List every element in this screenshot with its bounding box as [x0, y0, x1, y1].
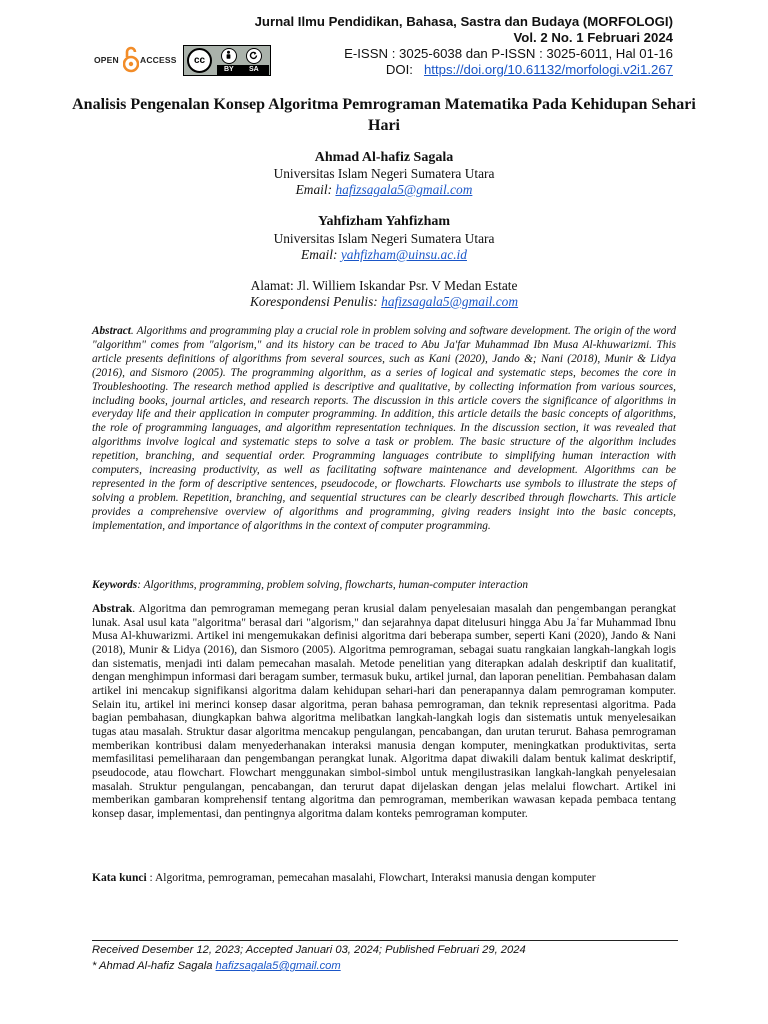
cc-by-sa-license-badge[interactable]	[183, 45, 271, 76]
doi-link[interactable]: https://doi.org/10.61132/morfologi.v2i1.267	[423, 62, 673, 77]
license-sa-text: SA	[249, 66, 259, 73]
keywords-indonesian-label: Kata kunci	[92, 872, 147, 884]
journal-header	[0, 0, 768, 84]
paper-title: Analisis Pengenalan Konsep Algoritma Pemrograman Matematika Pada Kehidupan Sehari Hari	[72, 96, 696, 134]
creative-commons-icon: cc	[187, 48, 212, 73]
author-2-email-label: Email:	[301, 247, 338, 262]
share-alike-icon	[246, 48, 262, 64]
journal-issn: E-ISSN : 3025-6038 dan P-ISSN : 3025-6011, Hal 01-16	[344, 46, 673, 61]
journal-name: Jurnal Ilmu Pendidikan, Bahasa, Sastra dan Budaya (MORFOLOGI)	[254, 14, 673, 29]
author-1-email-link[interactable]: hafizsagala5@gmail.com	[335, 182, 473, 197]
correspondence-line	[0, 294, 768, 310]
abstract-indonesian-label: Abstrak	[92, 603, 133, 615]
corresponding-author-email-link[interactable]: hafizsagala5@gmail.com	[215, 960, 341, 972]
corresponding-author-name: * Ahmad Al-hafiz Sagala	[92, 960, 213, 972]
author-1-email-line	[0, 182, 768, 198]
keywords-english	[92, 579, 676, 591]
journal-volume: Vol. 2 No. 1 Februari 2024	[513, 30, 673, 45]
author-1-email-label: Email:	[295, 182, 333, 197]
keywords-indonesian	[92, 872, 676, 884]
keywords-english-text: : Algorithms, programming, problem solving, flowcharts, human-computer interaction	[137, 579, 529, 591]
abstract-english	[92, 325, 676, 534]
abstract-indonesian-text: . Algoritma dan pemrograman memegang peran krusial dalam penyelesaian masalah dan pengembangan perangkat lunak. Asal usul kata "algoritma" berasal dari "algorism," dan sejarahnya dapat ditelusuri hingga Abu Jaʿfar Muhammad Ibnu Musa Al-khuwarizmi. Artikel ini mengemukakan definisi algoritma dari beberapa sumber, seperti Kani (2020), Jando & Nani (2018), Munir & Lidya (2016), dan Sismoro (2005). Algoritma pemrograman, sebagai suatu rangkaian langkah-langkah logis dan sistematis, menjadi inti dalam pemecahan masalah. Metode penelitian yang diterapkan adalah deskriptif dan kualitatif, dengan menghimpun informasi dari beragam sumber, termasuk buku, artikel jurnal, dan laporan penelitian. Pembahasan dalam artikel ini mencakup signifikansi algoritma dalam kehidupan sehari-hari dan penerapannya dalam pemrograman komputer. Selain itu, artikel ini merinci konsep dasar algoritma, peran bahasa pemrograman, dan teknik representasi algoritma. Pada bagian pembahasan, diungkapkan bahwa algoritma melibatkan langkah-langkah logis dan sistematis untuk menyelesaikan tugas atau masalah. Struktur dasar algoritma mencakup pengulangan, pencabangan, dan urutan terurut. Bahasa pemrograman memberikan kontribusi dalam menyederhanakan interaksi manusia dengan komputer, meningkatkan produktivitas, serta memfasilitasi pemeliharaan dan pengembangan perangkat lunak. Algoritma dapat diwakili dalam bentuk kalimat deskriptif, pseudocode, atau flowchart. Flowchart menggunakan simbol-simbol untuk mengilustrasikan langkah-langkah penyelesaian masalah. Struktur pengulangan, pencabangan, dan terurut dapat dijelaskan dengan jelas melalui flowchart. Artikel ini memberikan gambaran komprehensif tentang algoritma dan pemrograman, memberikan wawasan kepada pembaca tentang konsep dasar, implementasi, dan pentingnya algoritma dalam konteks pemrograman komputer.	[92, 603, 676, 820]
attribution-icon	[221, 48, 237, 64]
author-2-email-line	[0, 247, 768, 263]
abstract-indonesian	[92, 603, 676, 822]
correspondence-email-link[interactable]: hafizsagala5@gmail.com	[381, 294, 519, 309]
author-2-email-link[interactable]: yahfizham@uinsu.ac.id	[340, 247, 467, 262]
keywords-english-label: Keywords	[92, 579, 138, 591]
author-2-affiliation: Universitas Islam Negeri Sumatera Utara	[273, 231, 495, 246]
footer-divider	[92, 940, 678, 941]
open-access-left-text: OPEN	[94, 55, 119, 65]
corresponding-author-note	[92, 960, 341, 972]
correspondence-label: Korespondensi Penulis:	[249, 294, 378, 309]
publication-dates: Received Desember 12, 2023; Accepted Januari 03, 2024; Published Februari 29, 2024	[92, 944, 526, 956]
author-address: Alamat: Jl. Williem Iskandar Psr. V Medan Estate	[250, 278, 518, 293]
abstract-english-label: Abstract	[92, 325, 131, 337]
license-by-text: BY	[224, 66, 234, 73]
doi-line	[386, 62, 673, 77]
doi-label: DOI:	[385, 62, 413, 77]
author-1-affiliation: Universitas Islam Negeri Sumatera Utara	[273, 166, 495, 181]
license-strip	[217, 65, 269, 75]
open-lock-icon	[123, 45, 139, 73]
open-access-logo	[94, 45, 176, 75]
author-2-name: Yahfizham Yahfizham	[317, 214, 451, 229]
open-access-right-text: ACCESS	[140, 55, 177, 65]
keywords-indonesian-text: : Algoritma, pemrograman, pemecahan masalahi, Flowchart, Interaksi manusia dengan komputer	[146, 872, 596, 884]
author-1-name: Ahmad Al-hafiz Sagala	[314, 150, 454, 165]
abstract-english-text: . Algorithms and programming play a crucial role in problem solving and software development. The origin of the word "algorithm" comes from "algorism," and its history can be traced to Abu Ja'far Muhammad Ibn Musa Al-khuwarizmi. This article presents definitions of algorithms from several sources, such as Kani (2020), Jando &; Nani (2018), Munir & Lidya (2016), and Sismoro (2005). The programming algorithm, as a series of logical and systematic steps, becomes the core in Troubleshooting. The research method applied is descriptive and qualitative, by collecting information from various sources, including books, journal articles, and research reports. The discussion in this article covers the significance of algorithms in everyday life and their application in computer programming. In addition, this article details the basic concepts of algorithms, the role of programming languages, and algorithm representation techniques. In the discussion section, it was revealed that algorithms involve logical and systematic steps to solve a task or problem. The basic structure of the algorithm includes repetition, branching, and sequential order. Programming languages contribute to simplifying human interaction with computers, increasing productivity, as well as facilitating software maintenance and development. Algorithms can be represented in the form of descriptive sentences, pseudocode, or flowcharts. Flowcharts use symbols to illustrate the steps of solving a problem. Repetition, branching, and sequential structures can be clearly described through flowcharts. This article provides a comprehensive overview of algorithms and programming, giving readers insight into the basic concepts, implementation, and importance of algorithms in the context of computer programming.	[92, 325, 676, 532]
